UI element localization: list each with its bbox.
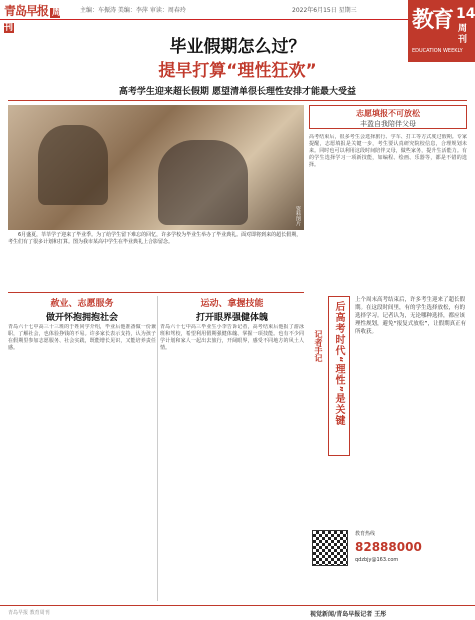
section-tag: 赦业、志愿服务 <box>50 299 114 309</box>
sidebar-heading-box <box>309 105 467 129</box>
footer-right: 视觉新闻/青岛早报记者 王彤 <box>310 611 387 618</box>
divider <box>8 292 304 293</box>
page-footer <box>0 605 475 620</box>
sidebar-body: 高考结束后，很多考生会选择旅行、学车、打工等方式度过假期。专家提醒，志愿填报是关键一步，考生要认真研究院校信息，合理规划未来。同时也可以利用这段时间陪伴父母，做些家务，提升生活能力。有的学生选择学习一项新技能，如编程、绘画、乐器等，都是不错的选择。 <box>309 134 467 169</box>
issue-date: 2022年6月15日 星期三 <box>292 7 357 14</box>
section-headline: 做开怀抱拥抱社会 <box>45 313 118 323</box>
section-en: EDUCATION WEEKLY <box>412 48 463 54</box>
section-headline: 打开眼界强健体魄 <box>195 313 268 323</box>
section-sub: 周刊 <box>458 24 468 45</box>
sidebar-title: 志愿填报不可放松 <box>356 109 420 118</box>
footer-left: 青岛早报 教育周刊 <box>8 610 50 616</box>
hotline-email: qdzbjy@163.com <box>355 557 399 563</box>
sidebar-subtitle: 丰盈自我陪伴父母 <box>360 120 416 128</box>
editors-line: 主编：车振涛 美编：李萍 审读：周春玲 <box>80 7 186 14</box>
lead-photo <box>8 105 304 230</box>
article-body: 青岛六十七中高三十三班的于姓同学介绍，毕业后他准备做一份兼职，了解社会，也体验挣钱的不易。许多家长表示支持，认为孩子在假期里参加志愿服务、社会实践，既能增长见识，又能培养责任感。 <box>8 324 156 352</box>
commentary-label: 记者手记 <box>314 330 323 362</box>
qr-code-icon <box>312 530 348 566</box>
photo-credit: 资料图片 <box>295 206 301 226</box>
section-title: 教育 <box>412 8 453 33</box>
section-tag: 运动、拿握技能 <box>200 299 264 309</box>
hotline-number: 82888000 <box>355 540 422 554</box>
photo-figure <box>38 125 108 205</box>
commentary-title-box <box>328 296 350 456</box>
divider <box>8 100 467 101</box>
hotline-label: 教育热线 <box>355 531 376 537</box>
commentary-body: 上个周末高考结束后，许多考生迎来了超长假期。在这段时间里，有的学生选择放松，有的选择学习。记者认为，无论哪种选择，都应该理性规划，避免“报复式放松”，让假期真正有所收获。 <box>355 297 467 335</box>
photo-caption: 6月盛夏，莘莘学子迎来了毕业季。为了给学生留下难忘的回忆，许多学校为毕业生举办了毕业典礼。面对即将到来的超长假期，考生们有了很多计划和打算。图为我市某高中学生在毕业典礼上合影留念。 <box>8 232 302 245</box>
page-number: 14 <box>456 6 475 22</box>
article-body: 青岛六十七中高三毕业生小李告诉记者，高考结束后他报了游泳班和驾校，希望利用假期强健体魄、掌握一项技能。也有不少同学计划和家人一起出去旅行，开阔眼界，感受不同地方的风土人情。 <box>160 324 304 352</box>
photo-figure <box>158 140 248 225</box>
commentary-title: 后高考时代“理性”是关键 <box>333 301 344 427</box>
headline-subtitle: 高考学生迎来超长假期 愿望清单很长理性安排才能最大受益 <box>118 87 357 97</box>
newspaper-logo: 青岛早报 周刊 <box>4 4 61 33</box>
headline-title: 毕业假期怎么过？ <box>169 37 306 57</box>
column-divider <box>157 296 158 601</box>
headline-title-2: 提早打算“理性狂欢” <box>158 61 317 81</box>
hotline-box <box>355 530 467 566</box>
